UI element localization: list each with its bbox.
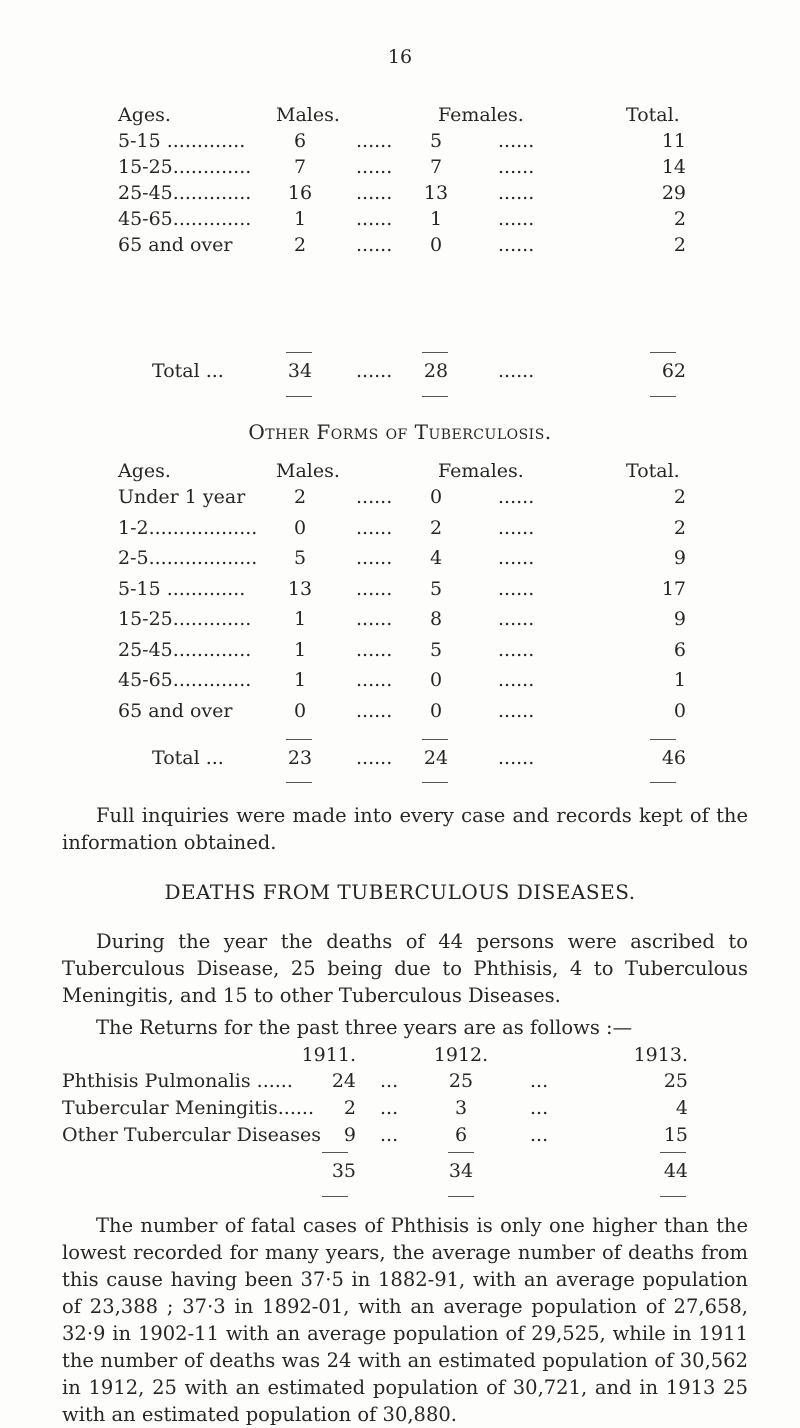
cell-leaders: ... (380, 1070, 399, 1092)
cell-leaders: ...... (498, 182, 535, 204)
total-label: Total ... (152, 747, 224, 769)
total-males: 23 (287, 747, 313, 769)
cell-label: Phthisis Pulmonalis ...... (62, 1070, 293, 1092)
header-males: Males. (276, 460, 340, 482)
cell-total: 9 (673, 547, 686, 569)
cell-leaders: ...... (498, 156, 535, 178)
cell-males: 0 (293, 699, 307, 722)
deaths-heading: DEATHS FROM TUBERCULOUS DISEASES. (164, 880, 636, 904)
table-row (0, 1122, 800, 1148)
final-paragraph: The number of fatal cases of Phthisis is only one higher than the lowest recorded for many years, the average number of deaths from this cause having been 37·5 in 1882-91, with an average population of 23,388 ; 37·3 in 1892-01, with an average population of 27,658, 32·9 in 1902-11 with an average population of 29,525, while in 1911 the number of deaths was 24 with an estimated population of 30,562 in 1912, 25 with an estimated population of 30,721, and in 1913 25 with an estimated population of 30,880. (62, 1214, 748, 1426)
cell-total: 0 (673, 699, 686, 722)
rule (650, 352, 676, 353)
total-label: Total ... (152, 360, 224, 382)
returns-intro: The Returns for the past three years are as follows :— (96, 1016, 633, 1039)
leaders: ...... (498, 360, 535, 382)
header-total: Total. (626, 460, 680, 482)
cell-age: 65 and over (118, 234, 233, 256)
table-row (0, 667, 800, 693)
cell-total: 9 (673, 608, 686, 630)
table-row (0, 232, 800, 258)
cell-age: 5-15 ............. (118, 577, 246, 600)
rule (286, 739, 312, 740)
deaths-paragraph: During the year the deaths of 44 persons were ascribed to Tuberculous Disease, 25 being due to Phthisis, 4 to Tuberculous Meningitis, and 15 to other Tuberculous Diseases. (62, 930, 748, 1007)
cell-age: 45-65............. (118, 208, 252, 230)
table-row (0, 606, 800, 632)
cell-label: Tubercular Meningitis...... (62, 1097, 314, 1119)
total-females: 28 (423, 360, 449, 382)
cell-leaders: ...... (498, 130, 535, 152)
rule (650, 782, 676, 783)
cell-leaders: ...... (498, 547, 535, 569)
cell-age: 25-45............. (118, 638, 252, 661)
cell-females: 0 (429, 234, 443, 256)
rule (422, 352, 448, 353)
cell-males: 2 (293, 486, 307, 508)
cell-males: 5 (293, 547, 307, 569)
header-females: Females. (438, 460, 524, 482)
cell-total: 17 (661, 577, 686, 600)
cell-females: 13 (423, 182, 449, 204)
cell-age: 2-5.................. (118, 547, 258, 569)
cell-males: 16 (287, 182, 313, 204)
cell-1913: 25 (663, 1070, 688, 1092)
table-row (0, 206, 800, 232)
rule (322, 1196, 348, 1197)
cell-1912: 6 (454, 1124, 468, 1146)
table-row (0, 180, 800, 206)
rule (660, 1196, 686, 1197)
total-females: 24 (423, 747, 449, 769)
cell-age: 5-15 ............. (118, 130, 246, 152)
cell-1912: 3 (454, 1097, 468, 1119)
table-row (0, 1095, 800, 1121)
cell-females: 5 (429, 577, 443, 600)
cell-total: 2 (673, 208, 686, 230)
cell-leaders: ...... (498, 577, 535, 600)
total-1912: 34 (448, 1160, 474, 1182)
cell-leaders: ...... (498, 608, 535, 630)
cell-females: 0 (429, 699, 443, 722)
table-row (0, 128, 800, 154)
cell-leaders: ...... (356, 130, 393, 152)
header-1913: 1913. (633, 1044, 688, 1066)
cell-1913: 15 (663, 1124, 688, 1146)
leaders: ...... (356, 360, 393, 382)
cell-leaders: ...... (356, 547, 393, 569)
cell-total: 6 (673, 638, 686, 661)
rule (422, 782, 448, 783)
cell-males: 13 (287, 577, 313, 600)
cell-total: 29 (661, 182, 686, 204)
cell-total: 14 (661, 156, 686, 178)
cell-age: 15-25............. (118, 608, 252, 630)
table-row (0, 698, 800, 724)
cell-leaders: ...... (498, 669, 535, 691)
header-females: Females. (438, 104, 524, 126)
cell-leaders: ...... (498, 516, 535, 539)
cell-females: 5 (429, 638, 443, 661)
total-males: 34 (287, 360, 313, 382)
cell-leaders: ...... (498, 234, 535, 256)
cell-leaders: ...... (356, 699, 393, 722)
cell-females: 5 (429, 130, 443, 152)
total-row (0, 745, 800, 771)
page-number: 16 (387, 46, 413, 68)
cell-leaders: ...... (498, 699, 535, 722)
cell-leaders: ...... (356, 156, 393, 178)
cell-leaders: ...... (356, 516, 393, 539)
total-row (0, 358, 800, 384)
rule (650, 739, 676, 740)
total-total: 46 (661, 747, 686, 769)
cell-label: Other Tubercular Diseases (62, 1124, 321, 1146)
rule (322, 1152, 348, 1153)
cell-leaders: ... (530, 1124, 549, 1146)
table-title: Other Forms of Tuberculosis. (248, 420, 552, 444)
rule (448, 1196, 474, 1197)
cell-males: 6 (293, 130, 307, 152)
cell-1913: 4 (675, 1097, 688, 1119)
cell-males: 1 (293, 208, 307, 230)
cell-males: 7 (293, 156, 307, 178)
total-row (0, 1158, 800, 1184)
rule (286, 782, 312, 783)
leaders: ...... (498, 747, 535, 769)
total-1911: 35 (331, 1160, 356, 1182)
rule (286, 352, 312, 353)
cell-leaders: ...... (356, 608, 393, 630)
cell-1911: 2 (343, 1097, 356, 1119)
table-header (0, 1042, 800, 1068)
table-row (0, 484, 800, 510)
cell-total: 2 (673, 516, 686, 539)
table-row (0, 637, 800, 663)
cell-total: 2 (673, 234, 686, 256)
cell-leaders: ...... (356, 486, 393, 508)
cell-leaders: ...... (356, 182, 393, 204)
cell-leaders: ... (380, 1097, 399, 1119)
total-total: 62 (661, 360, 686, 382)
cell-leaders: ...... (356, 234, 393, 256)
cell-males: 1 (293, 638, 307, 661)
inquiries-paragraph: Full inquiries were made into every case and records kept of the information obtained. (62, 804, 748, 854)
header-ages: Ages. (118, 104, 171, 126)
rule (448, 1152, 474, 1153)
rule (286, 396, 312, 397)
cell-1912: 25 (448, 1070, 474, 1092)
cell-leaders: ... (530, 1070, 549, 1092)
rule (660, 1152, 686, 1153)
table-row (0, 1068, 800, 1094)
cell-females: 0 (429, 486, 443, 508)
cell-total: 1 (673, 669, 686, 691)
cell-leaders: ...... (498, 638, 535, 661)
total-1913: 44 (663, 1160, 688, 1182)
cell-1911: 9 (343, 1124, 356, 1146)
cell-females: 2 (429, 516, 443, 539)
cell-males: 0 (293, 516, 307, 539)
header-ages: Ages. (118, 460, 171, 482)
cell-females: 8 (429, 608, 443, 630)
rule (650, 396, 676, 397)
header-males: Males. (276, 104, 340, 126)
table-row (0, 576, 800, 602)
cell-females: 1 (429, 208, 443, 230)
rule (422, 396, 448, 397)
cell-leaders: ...... (356, 577, 393, 600)
cell-age: 15-25............. (118, 156, 252, 178)
rule (422, 739, 448, 740)
cell-leaders: ...... (356, 638, 393, 661)
cell-males: 1 (293, 608, 307, 630)
leaders: ...... (356, 747, 393, 769)
cell-leaders: ...... (498, 486, 535, 508)
cell-leaders: ... (530, 1097, 549, 1119)
cell-total: 11 (661, 130, 686, 152)
cell-leaders: ...... (356, 208, 393, 230)
cell-age: Under 1 year (118, 486, 246, 508)
table-row (0, 545, 800, 571)
cell-age: 25-45............. (118, 182, 252, 204)
cell-leaders: ...... (356, 669, 393, 691)
header-total: Total. (626, 104, 680, 126)
header-1911: 1911. (301, 1044, 356, 1066)
table-row (0, 515, 800, 541)
cell-age: 45-65............. (118, 669, 252, 691)
cell-females: 7 (429, 156, 443, 178)
cell-age: 65 and over (118, 699, 233, 722)
cell-total: 2 (673, 486, 686, 508)
header-1912: 1912. (433, 1044, 489, 1066)
cell-females: 4 (429, 547, 443, 569)
cell-females: 0 (429, 669, 443, 691)
table-header (0, 458, 800, 484)
cell-age: 1-2.................. (118, 516, 258, 539)
table-row (0, 154, 800, 180)
cell-males: 1 (293, 669, 307, 691)
cell-leaders: ... (380, 1124, 399, 1146)
table-header (0, 102, 800, 128)
cell-1911: 24 (331, 1070, 356, 1092)
cell-leaders: ...... (498, 208, 535, 230)
cell-males: 2 (293, 234, 307, 256)
